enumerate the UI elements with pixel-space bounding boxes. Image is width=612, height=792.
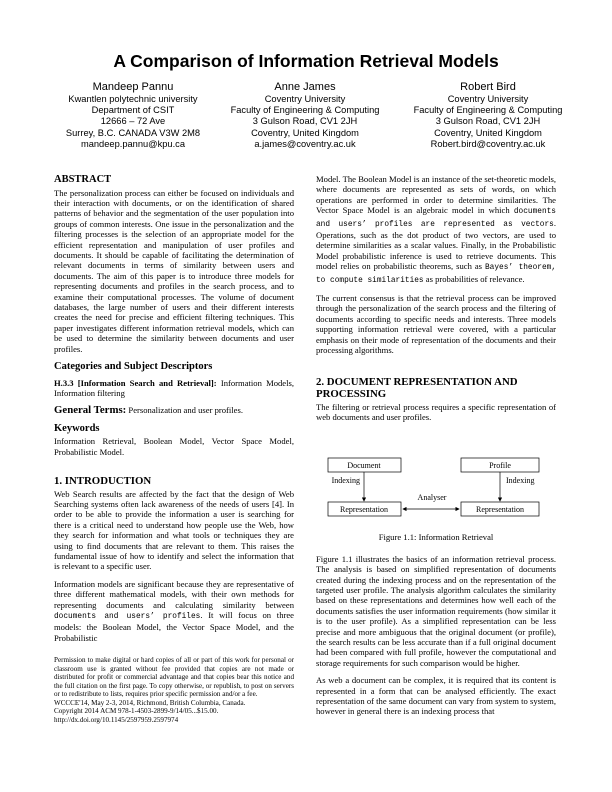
author-address: 3 Gulson Road, CV1 2JH xyxy=(435,116,541,127)
general-terms-text: Personalization and user profiles. xyxy=(126,405,243,416)
author-city: Coventry, United Kingdom xyxy=(434,127,542,138)
author-city: Coventry, United Kingdom xyxy=(251,127,359,138)
figure-caption: Figure 1.1: Information Retrieval xyxy=(378,532,494,543)
author-1 xyxy=(48,80,218,150)
categories-text xyxy=(54,378,294,399)
categories-code: H.3.3 [Information Search and Retrieval]: xyxy=(54,377,217,388)
introduction-paragraph-1: Web Search results are affected by the fact that the design of Web Searching systems often lack awareness of the needs of users [4]. In order to be able to provide the information a user is searching for there is a critical need to understand how people use the Web, how they search for information and what tools or techniques they are using to find documents that are relevant to them. This raises the fundamental issue of how to identify and select the information that is relevant to a specific user. xyxy=(54,488,294,572)
intro-p2-end: . It will focus on three models: the Boolean Model, the Vector Space Model, and the Probabilistic xyxy=(54,610,294,643)
author-address: 12666 – 72 Ave xyxy=(100,116,166,127)
right-paragraph-3: Figure 1.1 illustrates the basics of an information retrieval process. The analysis is based on simplified representation of documents created during the indexing process and on the representation of the targeted user profile. The analysis algorithm calculates the similarity based on these representations and determines how well each of the documents satisfies the user information requirements (how similar it is to the user profile). As a simplified representation can be less precise and more ambiguous that the original document (or profile), the search results can be less accurate than if a full original document had been compared with full profile, however the computational and storage requirements for such comparison would be higher. xyxy=(316,553,556,668)
rp1-a: Model. The Boolean Model is an instance of the set-theoretic models, where documents are represented as sets of words, on which operations are performed in order to determine similarities. The Vector Space Model is an algebraic model in which xyxy=(316,174,556,216)
permission-text: Permission to make digital or hard copies of all or part of this work for personal or classroom use is granted without fee provided that copies are not made or distributed for profit or commercial advantage and that copies bear this notice and the full citation on the first page. To copy otherwise, or republish, to post on servers or to redistribute to lists, requires prior specific permission and/or a fee. xyxy=(54,656,294,699)
keywords-heading: Keywords xyxy=(54,422,100,434)
intro-p2-start: Information models are significant because they are representative of three different mathematical models, with their own methods for representing documents and calculating similarity between xyxy=(54,578,294,610)
author-name: Mandeep Pannu xyxy=(92,81,174,93)
right-paragraph-1 xyxy=(316,174,556,286)
author-affiliation: Coventry University xyxy=(447,94,529,104)
document-label: Document xyxy=(347,461,381,471)
section-2-intro: The filtering or retrieval process requires a specific representation of web documents and user profiles. xyxy=(316,401,556,422)
indexing-right-label: Indexing xyxy=(506,476,535,486)
abstract-heading: ABSTRACT xyxy=(54,174,112,185)
figure-information-retrieval xyxy=(316,430,556,530)
copyright-line: Copyright 2014 ACM 978-1-4503-2899-9/14/05...$15.00. xyxy=(54,707,219,716)
author-department: Faculty of Engineering & Computing xyxy=(230,105,380,116)
author-name: Anne James xyxy=(274,81,336,93)
rp1-b: . Operations, such as the dot product of two vectors, are used to determine similarities as a scalar values. Finally, in the Probabilistic Model probabilistic inference is used to retrieve documents. This model relies on probabilistic theorems, such as xyxy=(316,217,556,272)
author-2 xyxy=(210,80,400,150)
categories-body: Information Models, Information filtering xyxy=(54,377,294,398)
author-email[interactable]: a.james@coventry.ac.uk xyxy=(254,138,356,149)
keywords-text: Information Retrieval, Boolean Model, Vector Space Model, Probabilistic Model. xyxy=(54,436,294,457)
conference-line: WCCCE'14, May 2-3, 2014, Richmond, British Columbia, Canada. xyxy=(54,698,246,707)
author-address: 3 Gulson Road, CV1 2JH xyxy=(252,116,358,127)
author-email[interactable]: mandeep.pannu@kpu.ca xyxy=(80,138,186,149)
doi-link[interactable]: http://dx.doi.org/10.1145/2597959.2597974 xyxy=(54,715,179,724)
permission-notice xyxy=(54,656,294,724)
right-paragraph-4: As web a document can be complex, it is required that its content is represented in a form that can be analysed efficiently. The exact representation of the same document can vary from system to system, however in general there is an indexing process that xyxy=(316,675,556,717)
representation-right-label: Representation xyxy=(476,505,524,515)
rp1-mono-2: Bayes’ theorem, to compute similarities xyxy=(316,264,557,285)
introduction-paragraph-2 xyxy=(54,579,294,643)
abstract-text: The personalization process can either be focused on individuals and their interaction with documents, or on the identification of shared patterns of behavior and the segmentation of the user population into groups of common interests. One issue in the personalization and the filtering processes is the selection of an appropriate model for the efficient representation and manipulation of user profiles and documents. It should be capable of facilitating the determination of relevant documents in terms of similarity between users and documents. The aim of this paper is to introduce three models for representing documents and profiles in the search process, and to examine their computational processes. The volume of document databases, the large number of users and their different interests creates the need for precise and efficient filtering techniques. This paper investigates different information retrieval models, which can be used to determine the similarity between documents and user profiles. xyxy=(54,187,294,354)
rp1-c: as probabilities of relevance. xyxy=(423,273,525,284)
representation-left-label: Representation xyxy=(340,505,388,515)
author-affiliation: Coventry University xyxy=(264,94,346,104)
indexing-left-label: Indexing xyxy=(331,476,360,486)
general-terms-heading: General Terms: xyxy=(54,404,127,417)
categories-heading: Categories and Subject Descriptors xyxy=(54,361,213,372)
section-2-heading: 2. DOCUMENT REPRESENTATION AND PROCESSING xyxy=(316,375,518,400)
author-department: Faculty of Engineering & Computing xyxy=(413,105,563,116)
right-paragraph-2: The current consensus is that the retrieval process can be improved through the personalization of the search process and the filtering of documents according to specific needs and interests. Three models supporting information retrieval were covered, with a particular emphasis on their mode of representation of the documents and their processing algorithms. xyxy=(316,293,556,356)
figure-diagram xyxy=(316,430,556,530)
right-column xyxy=(316,174,556,717)
paper-title: A Comparison of Information Retrieval Models xyxy=(113,51,499,71)
author-3 xyxy=(393,80,583,150)
profile-label: Profile xyxy=(489,461,511,471)
rp1-mono-1: documents and users’ profiles are represented as vectors xyxy=(316,208,556,229)
author-email[interactable]: Robert.bird@coventry.ac.uk xyxy=(430,138,546,149)
left-column xyxy=(54,174,294,643)
general-terms xyxy=(54,405,294,415)
author-city: Surrey, B.C. CANADA V3W 2M8 xyxy=(65,127,201,138)
author-name: Robert Bird xyxy=(460,81,516,93)
intro-p2-mono: documents and users’ profiles xyxy=(54,613,201,621)
author-affiliation: Kwantlen polytechnic university xyxy=(68,94,198,104)
author-department: Department of CSIT xyxy=(91,105,175,116)
analyser-label: Analyser xyxy=(417,493,447,503)
introduction-heading: 1. INTRODUCTION xyxy=(54,475,152,488)
